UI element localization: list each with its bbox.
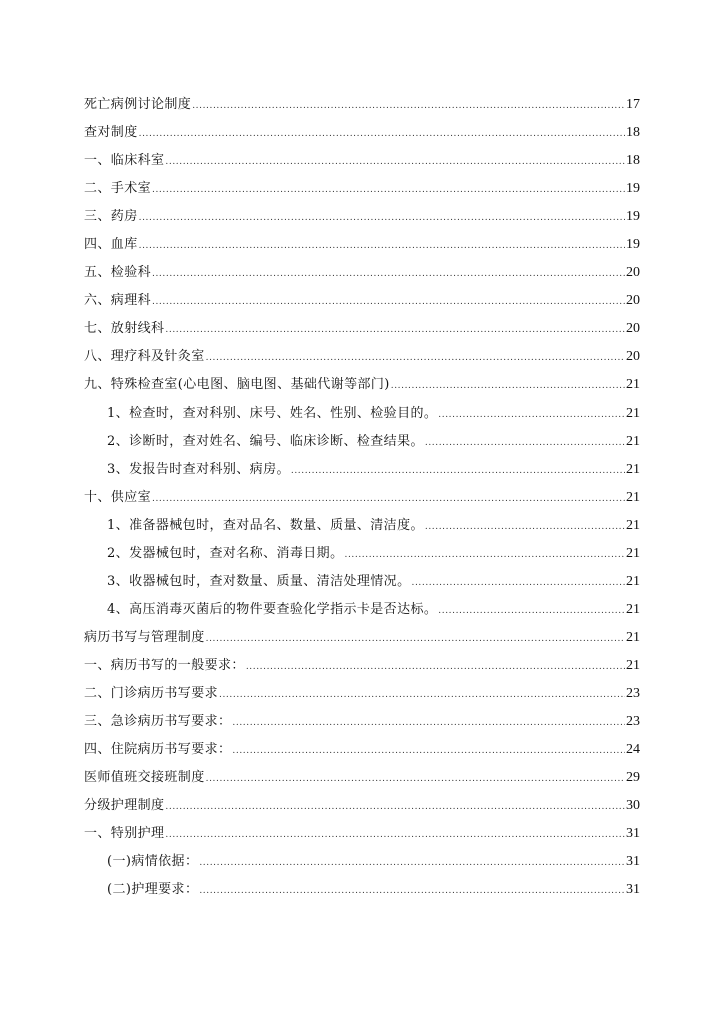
toc-entry-title: 十、供应室 <box>84 489 152 505</box>
toc-entry-page-number: 31 <box>626 854 640 870</box>
toc-entry-title: 二、手术室 <box>84 181 152 197</box>
toc-entry[interactable] <box>84 315 640 343</box>
toc-entry-title: 3、发报告时查对科别、病房。 <box>107 461 290 477</box>
toc-entry-title: 三、急诊病历书写要求： <box>84 714 232 730</box>
toc-entry-page-number: 20 <box>626 321 640 337</box>
toc-leader-dots <box>165 148 625 176</box>
toc-entry[interactable] <box>84 596 640 624</box>
toc-entry-page-number: 20 <box>626 265 640 281</box>
toc-entry-title: (一)病情依据： <box>107 854 199 870</box>
toc-entry-page-number: 21 <box>626 433 640 449</box>
toc-leader-dots <box>152 288 625 316</box>
toc-leader-dots <box>391 372 625 400</box>
toc-entry[interactable] <box>84 287 640 315</box>
toc-entry-title: 一、临床科室 <box>84 153 165 169</box>
toc-entry-title: 1、准备器械包时，查对品名、数量、质量、清洁度。 <box>107 517 424 533</box>
toc-entry-title: (二)护理要求： <box>107 882 199 898</box>
toc-entry-title: 九、特殊检查室(心电图、脑电图、基础代谢等部门) <box>84 377 390 393</box>
toc-entry-page-number: 19 <box>626 237 640 253</box>
toc-entry-page-number: 30 <box>626 798 640 814</box>
toc-entry[interactable] <box>84 848 640 876</box>
toc-leader-dots <box>219 681 625 709</box>
toc-entry[interactable] <box>84 736 640 764</box>
toc-leader-dots <box>139 204 625 232</box>
toc-entry-title: 病历书写与管理制度 <box>84 629 205 645</box>
toc-leader-dots <box>206 625 625 653</box>
toc-leader-dots <box>139 120 625 148</box>
toc-entry-page-number: 21 <box>626 517 640 533</box>
toc-entry[interactable] <box>84 456 640 484</box>
toc-leader-dots <box>165 821 625 849</box>
toc-entry[interactable] <box>84 91 640 119</box>
toc-entry-title: 分级护理制度 <box>84 798 165 814</box>
toc-entry-page-number: 21 <box>626 601 640 617</box>
toc-entry-title: 五、检验科 <box>84 265 152 281</box>
toc-entry-page-number: 23 <box>626 714 640 730</box>
toc-entry[interactable] <box>84 680 640 708</box>
toc-entry[interactable] <box>84 147 640 175</box>
toc-entry-title: 一、特别护理 <box>84 826 165 842</box>
toc-leader-dots <box>291 457 625 485</box>
toc-entry-page-number: 31 <box>626 882 640 898</box>
toc-entry[interactable] <box>84 540 640 568</box>
toc-entry[interactable] <box>84 175 640 203</box>
toc-entry-page-number: 19 <box>626 181 640 197</box>
toc-entry-page-number: 21 <box>626 461 640 477</box>
toc-leader-dots <box>165 316 625 344</box>
toc-entry-title: 四、住院病历书写要求： <box>84 742 232 758</box>
toc-entry-page-number: 20 <box>626 293 640 309</box>
toc-leader-dots <box>152 260 625 288</box>
toc-entry[interactable] <box>84 568 640 596</box>
toc-leader-dots <box>165 793 625 821</box>
toc-entry-page-number: 19 <box>626 209 640 225</box>
toc-entry[interactable] <box>84 400 640 428</box>
toc-leader-dots <box>199 849 625 877</box>
toc-entry-title: 2、诊断时，查对姓名、编号、临床诊断、检查结果。 <box>107 433 424 449</box>
toc-entry-page-number: 24 <box>626 742 640 758</box>
toc-entry-title: 三、药房 <box>84 209 138 225</box>
toc-entry[interactable] <box>84 652 640 680</box>
toc-entry[interactable] <box>84 820 640 848</box>
toc-leader-dots <box>246 653 625 681</box>
toc-entry-page-number: 21 <box>626 629 640 645</box>
toc-entry-title: 一、病历书写的一般要求： <box>84 657 245 673</box>
toc-entry[interactable] <box>84 764 640 792</box>
toc-leader-dots <box>232 737 625 765</box>
toc-leader-dots <box>206 344 625 372</box>
toc-entry-page-number: 20 <box>626 349 640 365</box>
toc-entry-title: 死亡病例讨论制度 <box>84 97 192 112</box>
toc-entry-page-number: 29 <box>626 770 640 786</box>
toc-entry-title: 六、病理科 <box>84 293 152 309</box>
toc-entry[interactable] <box>84 792 640 820</box>
toc-entry[interactable] <box>84 119 640 147</box>
toc-entry-page-number: 21 <box>626 489 640 505</box>
toc-entry-page-number: 21 <box>626 573 640 589</box>
toc-entry-title: 3、收器械包时，查对数量、质量、清洁处理情况。 <box>107 573 411 589</box>
toc-entry[interactable] <box>84 371 640 399</box>
toc-leader-dots <box>152 485 625 513</box>
toc-entry[interactable] <box>84 343 640 371</box>
toc-entry[interactable] <box>84 624 640 652</box>
toc-entry[interactable] <box>84 512 640 540</box>
toc-leader-dots <box>438 401 625 429</box>
toc-entry[interactable] <box>84 231 640 259</box>
toc-entry-page-number: 21 <box>626 545 640 561</box>
toc-entry-title: 1、检查时，查对科别、床号、姓名、性别、检验目的。 <box>107 405 438 421</box>
toc-entry-title: 医师值班交接班制度 <box>84 770 205 786</box>
toc-leader-dots <box>438 597 625 625</box>
toc-entry[interactable] <box>84 203 640 231</box>
toc-entry-title: 查对制度 <box>84 125 138 141</box>
toc-entry-title: 4、高压消毒灭菌后的物件要查验化学指示卡是否达标。 <box>107 601 438 617</box>
toc-entry-title: 四、血库 <box>84 237 138 253</box>
table-of-contents <box>84 91 640 904</box>
toc-entry-page-number: 23 <box>626 685 640 701</box>
toc-leader-dots <box>192 92 625 120</box>
toc-entry[interactable] <box>84 484 640 512</box>
toc-entry-title: 二、门诊病历书写要求 <box>84 685 219 701</box>
toc-leader-dots <box>425 429 625 457</box>
toc-leader-dots <box>199 877 625 905</box>
toc-entry[interactable] <box>84 259 640 287</box>
toc-entry-page-number: 21 <box>626 405 640 421</box>
toc-entry-page-number: 18 <box>626 125 640 141</box>
toc-entry-title: 2、发器械包时，查对名称、消毒日期。 <box>107 545 344 561</box>
toc-leader-dots <box>411 569 625 597</box>
toc-leader-dots <box>152 176 625 204</box>
toc-entry-page-number: 21 <box>626 377 640 393</box>
toc-leader-dots <box>425 513 625 541</box>
toc-entry-page-number: 18 <box>626 153 640 169</box>
toc-entry-page-number: 17 <box>626 97 640 112</box>
toc-entry-page-number: 21 <box>626 657 640 673</box>
toc-entry[interactable] <box>84 428 640 456</box>
toc-leader-dots <box>206 765 625 793</box>
toc-entry-page-number: 31 <box>626 826 640 842</box>
toc-entry-title: 七、放射线科 <box>84 321 165 337</box>
toc-entry[interactable] <box>84 708 640 736</box>
toc-entry[interactable] <box>84 876 640 904</box>
toc-leader-dots <box>344 541 625 569</box>
toc-leader-dots <box>232 709 625 737</box>
toc-leader-dots <box>139 232 625 260</box>
toc-entry-title: 八、理疗科及针灸室 <box>84 349 205 365</box>
